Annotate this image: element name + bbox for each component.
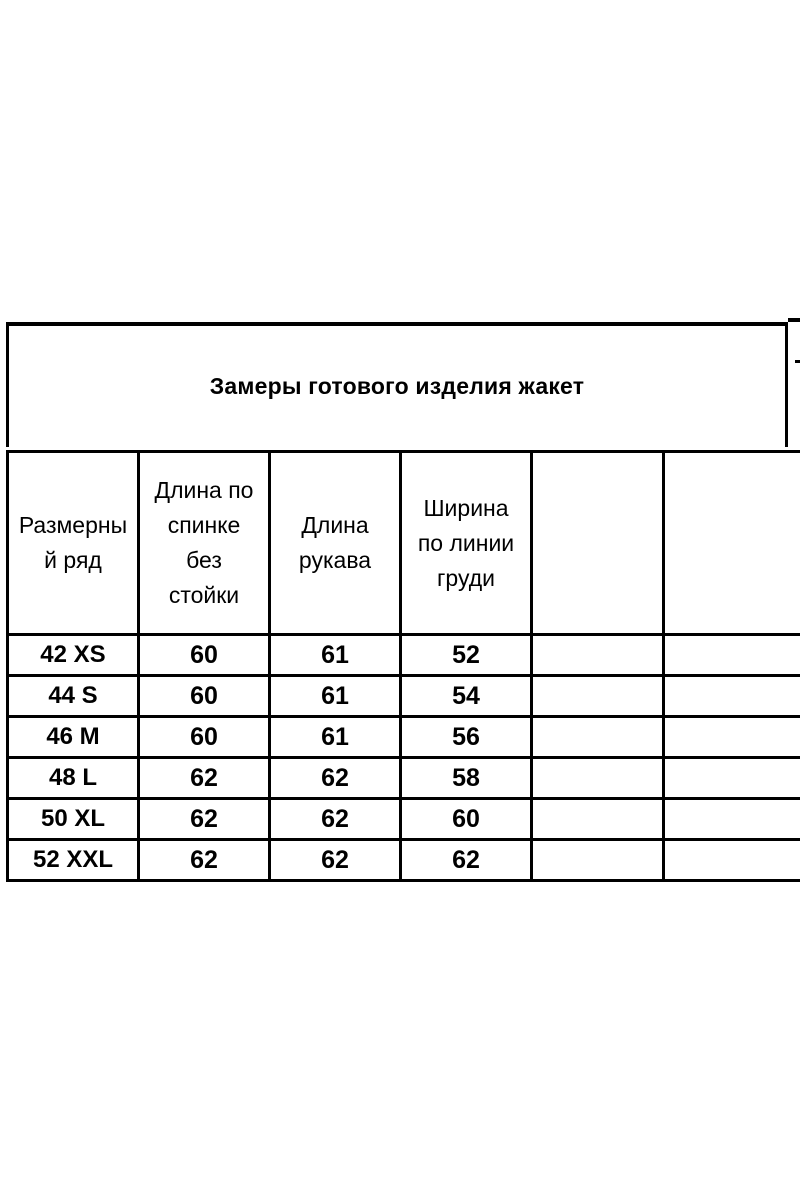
empty-cell <box>532 717 664 758</box>
empty-cell <box>532 799 664 840</box>
header-line: рукава <box>298 547 372 573</box>
sleeve-length-cell: 61 <box>270 676 401 717</box>
empty-cell <box>532 840 664 881</box>
empty-cell <box>664 717 800 758</box>
header-line: спинке <box>167 512 241 538</box>
header-line: й ряд <box>44 547 102 573</box>
chest-width-cell: 60 <box>401 799 532 840</box>
back-length-cell: 60 <box>139 635 270 676</box>
header-line: по линии <box>417 529 515 556</box>
table-row <box>8 799 800 840</box>
chest-width-cell: 62 <box>401 840 532 881</box>
chest-width-cell: 58 <box>401 758 532 799</box>
sleeve-length-cell: 61 <box>270 717 401 758</box>
adjacent-cell-border <box>795 360 800 363</box>
table-row <box>8 840 800 881</box>
back-length-cell: 62 <box>139 758 270 799</box>
header-size-range <box>8 452 139 635</box>
table-row <box>8 676 800 717</box>
chest-width-cell: 54 <box>401 676 532 717</box>
header-chest-width <box>401 452 532 635</box>
size-cell: 42 XS <box>8 635 139 676</box>
header-line: Длина по <box>154 477 254 503</box>
size-cell: 48 L <box>8 758 139 799</box>
size-cell: 44 S <box>8 676 139 717</box>
size-table <box>6 450 800 882</box>
adjacent-cell-border <box>788 318 800 322</box>
sleeve-length-cell: 62 <box>270 758 401 799</box>
empty-cell <box>532 758 664 799</box>
header-line: стойки <box>168 582 240 608</box>
chest-width-cell: 56 <box>401 717 532 758</box>
empty-cell <box>664 635 800 676</box>
table-title: Замеры готового изделия жакет <box>209 373 585 399</box>
back-length-cell: 62 <box>139 799 270 840</box>
header-line: Ширина <box>423 494 509 521</box>
empty-cell <box>664 799 800 840</box>
back-length-cell: 62 <box>139 840 270 881</box>
table-row <box>8 717 800 758</box>
header-line: груди <box>437 564 495 591</box>
header-back-length <box>139 452 270 635</box>
table-row <box>8 758 800 799</box>
empty-cell <box>664 758 800 799</box>
empty-cell <box>532 635 664 676</box>
empty-cell <box>664 840 800 881</box>
chest-width-cell: 52 <box>401 635 532 676</box>
header-row <box>8 452 800 635</box>
title-cell <box>6 322 788 447</box>
size-cell: 52 XXL <box>8 840 139 881</box>
table-row <box>8 635 800 676</box>
header-line: Размерны <box>18 512 128 538</box>
empty-cell <box>664 676 800 717</box>
empty-cell <box>532 676 664 717</box>
size-cell: 46 M <box>8 717 139 758</box>
header-empty-cell <box>532 452 664 635</box>
sleeve-length-cell: 62 <box>270 840 401 881</box>
sleeve-length-cell: 61 <box>270 635 401 676</box>
header-sleeve-length <box>270 452 401 635</box>
back-length-cell: 60 <box>139 676 270 717</box>
header-line: Длина <box>301 512 369 538</box>
header-empty-cell <box>664 452 800 635</box>
header-line: без <box>186 547 222 573</box>
size-cell: 50 XL <box>8 799 139 840</box>
sleeve-length-cell: 62 <box>270 799 401 840</box>
back-length-cell: 60 <box>139 717 270 758</box>
